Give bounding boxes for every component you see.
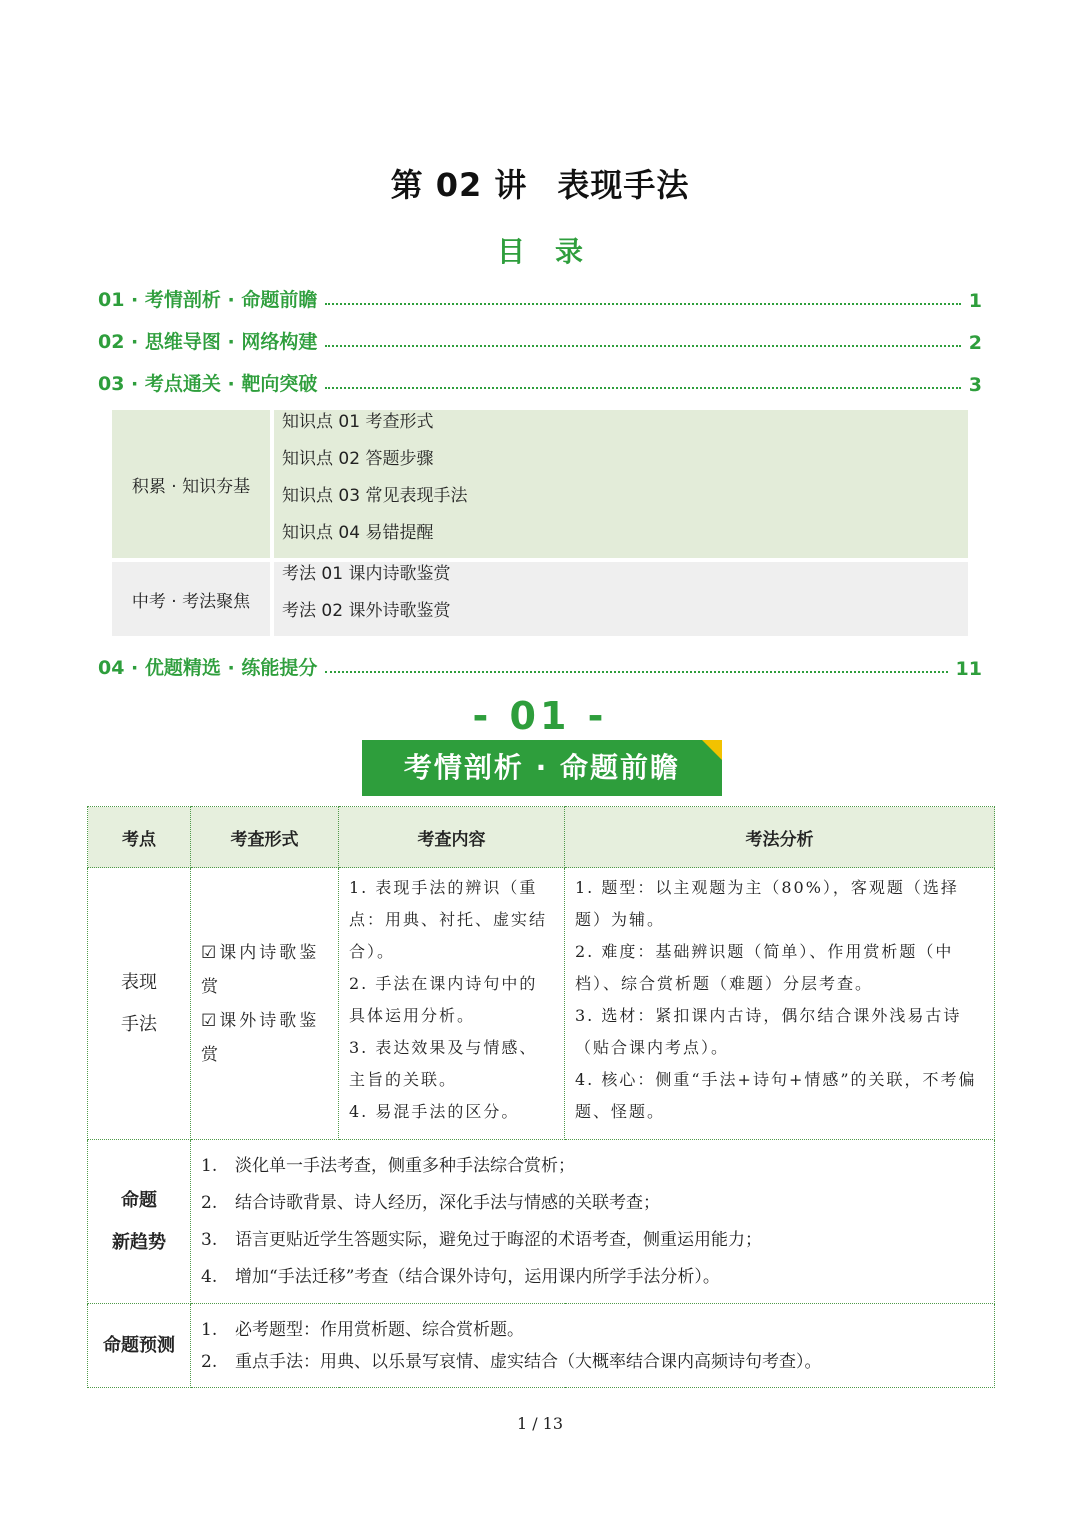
page-number: 1 / 13 [516, 1414, 564, 1433]
section-number: - 01 - [472, 694, 608, 738]
toc-subitem[interactable]: 知识点 03 常见表现手法 [282, 486, 468, 506]
forecast-list-cell [191, 1304, 995, 1388]
table-row [88, 1140, 995, 1304]
kp-line: 表现 [121, 971, 157, 993]
section-banner-text: 考情剖析 · 命题前瞻 [403, 751, 681, 784]
section-banner [362, 740, 722, 796]
toc-entry[interactable] [98, 282, 982, 312]
toc-leader [325, 671, 947, 673]
toc-leader [325, 345, 960, 347]
list-number: 2. [201, 1192, 218, 1213]
list-text: 淡化单一手法考查，侧重多种手法综合赏析； [235, 1155, 575, 1176]
exam-form-cell [191, 868, 339, 1140]
form-item: ☑课内诗歌鉴赏 [201, 942, 320, 997]
toc-entry[interactable] [98, 366, 982, 396]
toc-entry-label: 01 · 考情剖析 · 命题前瞻 [98, 289, 318, 311]
list-text: 重点手法：用典、以乐景写哀情、虚实结合（大概率结合课内高频诗句考查）。 [235, 1351, 822, 1372]
content-item: 3. 表达效果及与情感、主旨的关联。 [349, 1038, 538, 1089]
table-row [88, 1304, 995, 1388]
header-cell: 考查形式 [191, 807, 339, 868]
content-item: 2. 手法在课内诗句中的具体运用分析。 [349, 974, 538, 1025]
exam-analysis-cell [565, 868, 995, 1140]
toc-entry-page: 1 [968, 290, 982, 312]
title-topic: 表现手法 [557, 166, 690, 204]
list-item [201, 1346, 984, 1378]
table-row [88, 868, 995, 1140]
toc-subitem[interactable]: 知识点 02 答题步骤 [282, 449, 434, 469]
content-item: 4. 易混手法的区分。 [349, 1102, 520, 1121]
toc-entry-label: 03 · 考点通关 · 靶向突破 [98, 373, 318, 395]
table-header-row [88, 807, 995, 868]
list-item [201, 1185, 984, 1222]
list-text: 语言更贴近学生答题实际，避免过于晦涩的术语考查，侧重运用能力； [235, 1229, 762, 1250]
toc-subsection-exam [112, 562, 968, 636]
list-text: 必考题型：作用赏析题、综合赏析题。 [235, 1319, 524, 1340]
toc-entry[interactable] [98, 650, 982, 680]
toc-entry-label: 02 · 思维导图 · 网络构建 [98, 331, 318, 353]
analysis-item: 3. 选材：紧扣课内古诗，偶尔结合课外浅易古诗（贴合课内考点）。 [575, 1006, 962, 1057]
toc-leader [325, 303, 960, 305]
header-cell: 考点 [88, 807, 191, 868]
toc-entry[interactable] [98, 324, 982, 354]
exam-content-cell [339, 868, 565, 1140]
forecast-label-cell: 命题预测 [88, 1304, 191, 1388]
list-item [201, 1222, 984, 1259]
toc-subsection-accumulate [112, 410, 968, 558]
exam-analysis-table [87, 806, 995, 1388]
trend-label-line: 命题 [121, 1189, 157, 1211]
toc-entry-page: 11 [955, 658, 982, 680]
trend-label-line: 新趋势 [112, 1231, 166, 1253]
toc-entry-page: 3 [968, 374, 982, 396]
knowledge-point-cell [88, 868, 191, 1140]
kp-line: 手法 [121, 1013, 157, 1035]
subsection-items [274, 562, 968, 636]
list-number: 3. [201, 1229, 218, 1250]
list-number: 2. [201, 1351, 218, 1372]
page-title [0, 160, 1080, 206]
toc-subitem[interactable]: 考法 02 课外诗歌鉴赏 [282, 601, 451, 621]
header-cell: 考法分析 [565, 807, 995, 868]
list-item [201, 1259, 984, 1296]
toc-entry-page: 2 [968, 332, 982, 354]
list-item [201, 1148, 984, 1185]
trend-list-cell [191, 1140, 995, 1304]
header-cell: 考查内容 [339, 807, 565, 868]
list-number: 4. [201, 1266, 218, 1287]
trend-label-cell [88, 1140, 191, 1304]
list-number: 1. [201, 1319, 218, 1340]
toc-subitem[interactable]: 知识点 01 考查形式 [282, 412, 434, 432]
subsection-items [274, 410, 968, 558]
form-item: ☑课外诗歌鉴赏 [201, 1010, 320, 1065]
analysis-item: 2. 难度：基础辨识题（简单）、作用赏析题（中档）、综合赏析题（难题）分层考查。 [575, 942, 954, 993]
list-text: 增加“手法迁移”考查（结合课外诗句，运用课内所学手法分析）。 [235, 1266, 720, 1287]
toc-subitem[interactable]: 知识点 04 易错提醒 [282, 523, 434, 543]
toc-heading: 目录 [496, 235, 613, 268]
analysis-item: 1. 题型：以主观题为主（80%），客观题（选择题）为辅。 [575, 878, 959, 929]
toc-subitem[interactable]: 考法 01 课内诗歌鉴赏 [282, 564, 451, 584]
subsection-category: 积累 · 知识夯基 [112, 410, 270, 558]
toc-leader [325, 387, 960, 389]
banner-corner-decoration [702, 740, 722, 760]
analysis-item: 4. 核心：侧重“手法+诗句+情感”的关联，不考偏题、怪题。 [575, 1070, 977, 1121]
content-item: 1. 表现手法的辨识（重点：用典、衬托、虚实结合）。 [349, 878, 548, 961]
subsection-category: 中考 · 考法聚焦 [112, 562, 270, 636]
list-text: 结合诗歌背景、诗人经历，深化手法与情感的关联考查； [235, 1192, 660, 1213]
title-lecture: 第 02 讲 [390, 166, 528, 204]
toc-entry-label: 04 · 优题精选 · 练能提分 [98, 657, 318, 679]
list-item [201, 1314, 984, 1346]
list-number: 1. [201, 1155, 218, 1176]
